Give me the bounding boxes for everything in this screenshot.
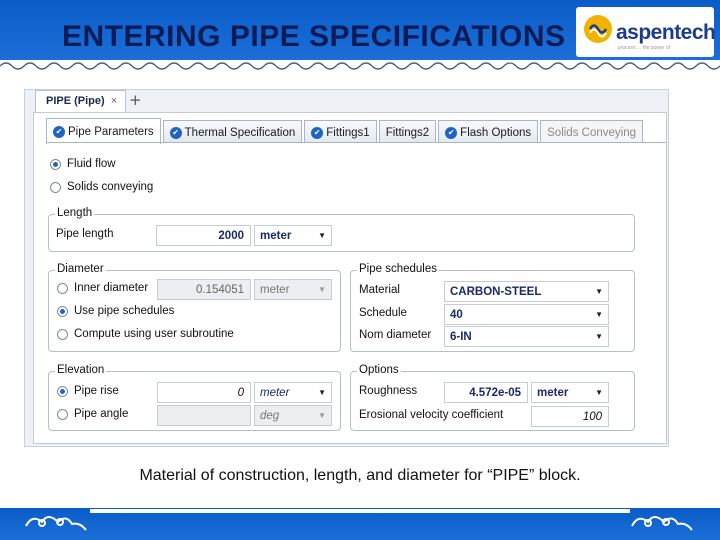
pipe-length-input[interactable]: 2000 [156,225,251,246]
radio-fluid-flow[interactable] [50,158,116,170]
options-group [350,364,635,431]
material-select[interactable] [444,281,609,302]
dropdown-arrow-icon: ▼ [318,231,326,240]
tab-label: Thermal Specification [184,127,296,139]
tab-fittings1[interactable] [304,120,376,142]
radio-pipe-angle[interactable] [57,408,128,420]
form-tabs [46,118,645,142]
tab-label: Pipe Parameters [68,125,154,138]
radio-use-pipe-schedules[interactable] [57,305,174,317]
schedule-label: Schedule [359,307,407,319]
decorative-border-top [0,60,720,72]
form-body [33,112,667,444]
tab-fittings2[interactable] [379,120,436,142]
dropdown-arrow-icon: ▼ [595,287,603,296]
dropdown-arrow-icon: ▼ [318,411,326,420]
pipe-rise-unit-select[interactable] [254,382,332,403]
dropdown-arrow-icon: ▼ [595,388,603,397]
radio-unselected-icon [57,329,68,340]
radio-unselected-icon [50,182,61,193]
nom-diameter-value: 6-IN [450,330,472,343]
logo-wordmark: aspentech [616,21,716,44]
radio-compute-user-subroutine[interactable] [57,328,234,340]
pipe-schedules-group [350,263,635,352]
check-complete-icon: ✔ [170,127,182,139]
roughness-input[interactable]: 4.572e-05 [444,382,528,403]
tab-label: Flash Options [460,127,532,139]
dropdown-arrow-icon: ▼ [595,332,603,341]
close-icon[interactable]: × [110,95,118,107]
radio-selected-icon [57,306,68,317]
unit-value: meter [260,229,292,242]
pipe-length-unit-select[interactable] [254,225,332,246]
nom-diameter-select[interactable] [444,326,609,347]
radio-pipe-rise[interactable] [57,385,119,397]
radio-inner-diameter[interactable] [57,282,148,294]
diameter-group [48,263,341,352]
group-label: Elevation [57,364,105,376]
pipe-angle-unit-select[interactable] [254,405,332,426]
tab-flash-options[interactable] [438,120,538,142]
footer-divider [90,509,630,513]
roughness-unit-select[interactable] [531,382,609,403]
unit-value: meter [260,283,290,296]
nom-diameter-label: Nom diameter [359,329,432,341]
radio-solids-conveying[interactable] [50,181,153,193]
tab-solids-conveying[interactable] [540,120,643,142]
aspentech-logo-mark-icon [582,13,614,45]
schedule-select[interactable] [444,304,609,325]
erosional-velocity-label: Erosional velocity coefficient [359,409,504,421]
slide-caption: Material of construction, length, and diameter for “PIPE” block. [139,467,581,484]
document-tab-label: PIPE (Pipe) [46,95,105,107]
group-label: Options [359,364,399,376]
logo-tagline: process ... the power of [618,45,670,51]
radio-selected-icon [50,159,61,170]
roughness-label: Roughness [359,385,418,397]
radio-unselected-icon [57,409,68,420]
tab-label: Fittings1 [326,127,370,139]
dropdown-arrow-icon: ▼ [318,285,326,294]
inner-diameter-unit-select[interactable] [254,279,332,300]
add-tab-icon[interactable]: + [129,91,142,109]
radio-label: Solids conveying [67,181,154,193]
schedule-value: 40 [450,308,463,321]
check-complete-icon: ✔ [53,126,65,138]
decorative-cloud-left [22,510,92,534]
unit-value: deg [260,409,280,422]
dropdown-arrow-icon: ▼ [595,310,603,319]
group-label: Diameter [57,263,104,275]
radio-unselected-icon [57,283,68,294]
radio-label: Pipe angle [74,408,129,420]
check-complete-icon: ✔ [445,127,457,139]
radio-label: Fluid flow [67,158,116,170]
tab-label: Solids Conveying [547,127,636,139]
aspentech-logo [576,7,714,57]
radio-label: Inner diameter [74,282,149,294]
tab-thermal-specification[interactable] [163,120,303,142]
unit-value: meter [260,386,290,399]
length-group [48,207,635,252]
radio-label: Use pipe schedules [74,305,175,317]
erosional-velocity-input[interactable]: 100 [531,406,609,427]
pipe-rise-input[interactable]: 0 [157,382,251,403]
pipe-form-window [24,89,669,447]
material-label: Material [359,284,400,296]
pipe-length-label: Pipe length [56,228,114,240]
pipe-angle-input[interactable] [157,405,251,426]
check-complete-icon: ✔ [311,127,323,139]
material-value: CARBON-STEEL [450,285,542,298]
dropdown-arrow-icon: ▼ [318,388,326,397]
tab-label: Fittings2 [385,127,430,139]
document-tab-pipe[interactable] [35,90,126,112]
radio-selected-icon [57,386,68,397]
group-label: Pipe schedules [359,263,437,275]
radio-label: Compute using user subroutine [74,328,234,340]
tab-divider [46,142,666,143]
elevation-group [48,364,341,431]
slide-title: ENTERING PIPE SPECIFICATIONS [62,20,566,53]
unit-value: meter [537,386,569,399]
decorative-cloud-right [628,510,698,534]
tab-pipe-parameters[interactable] [46,118,161,144]
radio-label: Pipe rise [74,385,119,397]
group-label: Length [57,207,93,219]
inner-diameter-input[interactable]: 0.154051 [157,279,251,300]
